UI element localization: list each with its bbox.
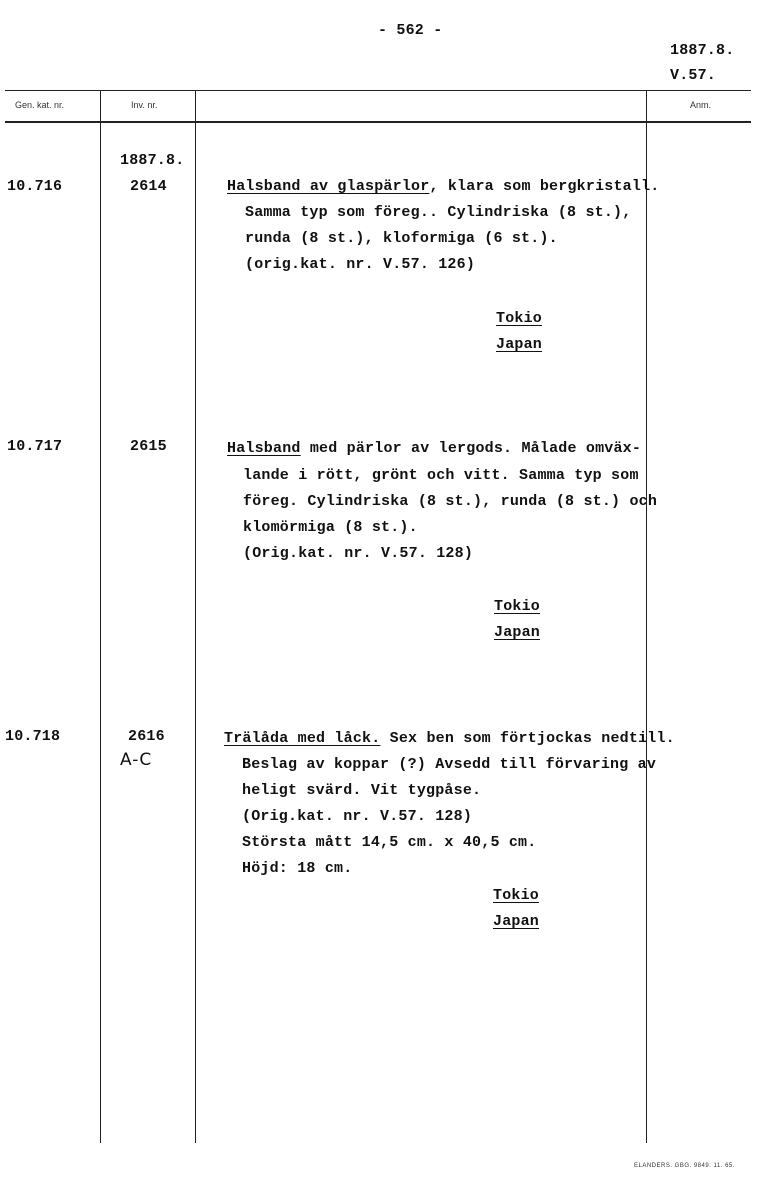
entry-inv-nr: 2616 (128, 728, 165, 745)
entry-country: Japan (494, 624, 541, 641)
entry-description-line (227, 178, 659, 195)
entry-description-line: lande i rött, grönt och vitt. Samma typ som (243, 467, 639, 484)
page-number: - 562 - (378, 22, 443, 39)
entry-country: Japan (493, 913, 540, 930)
entry-description-line: föreg. Cylindriska (8 st.), runda (8 st.) och (243, 493, 658, 510)
column-divider-3 (646, 90, 647, 1143)
entry-description-line (224, 730, 675, 747)
column-divider-2 (195, 90, 196, 1143)
entry-inv-nr: 2614 (130, 178, 167, 195)
entry-text: med pärlor av lergods. Målade omväx- (300, 440, 642, 457)
entry-description-line: runda (8 st.), kloformiga (6 st.). (245, 230, 558, 247)
entry-description-line: heligt svärd. Vit tygpåse. (242, 782, 482, 799)
entry-text: Sex ben som förtjockas nedtill. (380, 730, 675, 747)
entry-place: Tokio (496, 310, 543, 327)
entry-inv-nr: 2615 (130, 438, 167, 455)
entry-place: Tokio (493, 887, 540, 904)
printer-imprint: ELANDERS. GBG. 9849. 11. 65. (634, 1163, 735, 1169)
header-top-rule (5, 90, 751, 91)
entry-country: Japan (496, 336, 543, 353)
entry-gen-kat-nr: 10.718 (5, 728, 61, 745)
header-bottom-rule (5, 121, 751, 123)
entry-place: Tokio (494, 598, 541, 615)
entry-title: Halsband av glaspärlor (227, 178, 430, 195)
column-divider-1 (100, 90, 101, 1143)
entry-description-line: Beslag av koppar (?) Avsedd till förvaring av (242, 756, 657, 773)
header-gen-kat-nr: Gen. kat. nr. (15, 100, 65, 110)
header-anm: Anm. (690, 100, 712, 110)
entry-description-line: Höjd: 18 cm. (242, 860, 353, 877)
entry-description-line (227, 440, 641, 457)
header-inv-nr: Inv. nr. (131, 100, 158, 110)
entry-text: , klara som bergkristall. (429, 178, 660, 195)
entry-gen-kat-nr: 10.716 (7, 178, 63, 195)
entry-inv-suffix-handwritten: A-C (120, 750, 153, 770)
acquisition-date: 1887.8. (670, 42, 735, 59)
entry-description-line: klomörmiga (8 st.). (243, 519, 418, 536)
entry-gen-kat-nr: 10.717 (7, 438, 63, 455)
entry-description-line: (orig.kat. nr. V.57. 126) (245, 256, 476, 273)
catalog-ref: V.57. (670, 67, 717, 84)
entry-inv-date: 1887.8. (120, 152, 185, 169)
entry-description-line: Största mått 14,5 cm. x 40,5 cm. (242, 834, 537, 851)
entry-title: Trälåda med låck. (224, 730, 381, 747)
entry-description-line: (Orig.kat. nr. V.57. 128) (243, 545, 474, 562)
entry-title: Halsband (227, 440, 301, 457)
entry-description-line: Samma typ som föreg.. Cylindriska (8 st.), (245, 204, 632, 221)
entry-description-line: (Orig.kat. nr. V.57. 128) (242, 808, 473, 825)
